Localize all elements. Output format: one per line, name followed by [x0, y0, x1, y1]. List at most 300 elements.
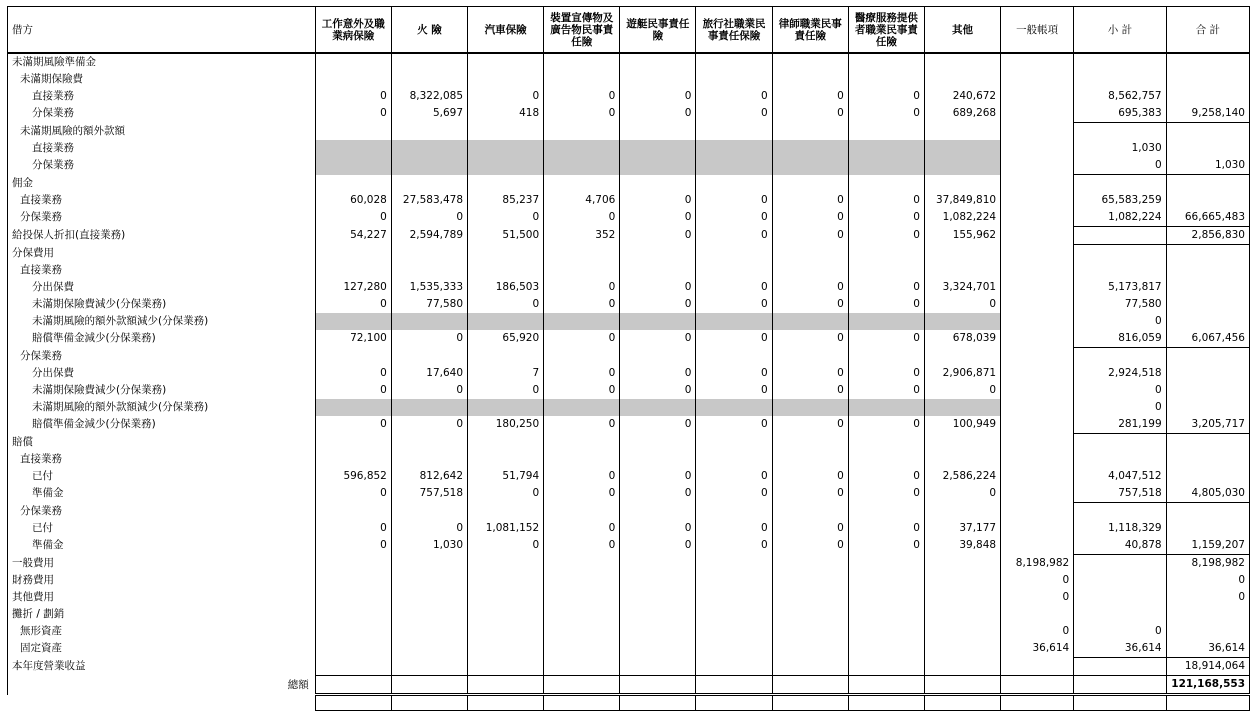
value-cell — [848, 245, 924, 263]
value-cell: 37,177 — [924, 520, 1000, 537]
value-cell: 1,082,224 — [924, 209, 1000, 227]
table-row — [8, 365, 1250, 382]
value-cell — [772, 434, 848, 452]
value-cell — [924, 399, 1000, 416]
closing-cell — [848, 695, 924, 711]
col-header-fire: 火 險 — [391, 7, 467, 54]
value-cell — [468, 245, 544, 263]
value-cell — [696, 71, 772, 88]
table-row — [8, 245, 1250, 263]
value-cell — [696, 606, 772, 623]
value-cell: 0 — [772, 382, 848, 399]
value-cell — [315, 262, 391, 279]
total-cell — [1166, 606, 1249, 623]
value-cell: 0 — [544, 279, 620, 296]
value-cell — [696, 572, 772, 589]
value-cell — [696, 262, 772, 279]
value-cell: 0 — [696, 227, 772, 245]
value-cell: 0 — [544, 330, 620, 348]
table-row — [8, 606, 1250, 623]
value-cell — [924, 555, 1000, 573]
row-label: 本年度營業收益 — [8, 658, 316, 676]
total-cell: 1,030 — [1166, 157, 1249, 175]
value-cell: 0 — [696, 209, 772, 227]
value-cell — [620, 623, 696, 640]
value-cell — [544, 623, 620, 640]
row-label: 未滿期保險費減少(分保業務) — [8, 382, 316, 399]
value-cell: 0 — [620, 330, 696, 348]
value-cell: 0 — [924, 485, 1000, 503]
expense-statement-sheet — [7, 6, 1250, 711]
value-cell: 0 — [772, 88, 848, 105]
row-label: 固定資產 — [8, 640, 316, 658]
value-cell: 0 — [468, 382, 544, 399]
value-cell — [544, 123, 620, 141]
value-cell — [468, 503, 544, 521]
value-cell — [772, 53, 848, 71]
total-cell: 6,067,456 — [1166, 330, 1249, 348]
value-cell — [696, 434, 772, 452]
general-account-cell — [1001, 53, 1074, 71]
general-account-cell: 0 — [1001, 623, 1074, 640]
value-cell — [924, 157, 1000, 175]
value-cell — [468, 640, 544, 658]
value-cell — [391, 123, 467, 141]
total-cell: 0 — [1166, 572, 1249, 589]
value-cell: 37,849,810 — [924, 192, 1000, 209]
value-cell: 0 — [391, 330, 467, 348]
value-cell — [924, 589, 1000, 606]
value-cell — [772, 572, 848, 589]
value-cell — [924, 123, 1000, 141]
value-cell — [924, 348, 1000, 366]
value-cell — [544, 313, 620, 330]
value-cell: 17,640 — [391, 365, 467, 382]
value-cell: 0 — [620, 105, 696, 123]
value-cell: 0 — [391, 209, 467, 227]
general-account-cell — [1001, 399, 1074, 416]
value-cell — [620, 140, 696, 157]
value-cell — [772, 262, 848, 279]
value-cell: 0 — [772, 227, 848, 245]
subtotal-cell — [1074, 503, 1166, 521]
value-cell: 0 — [544, 416, 620, 434]
value-cell — [848, 572, 924, 589]
value-cell: 54,227 — [315, 227, 391, 245]
general-account-cell — [1001, 485, 1074, 503]
value-cell — [391, 245, 467, 263]
value-cell — [620, 572, 696, 589]
value-cell — [544, 399, 620, 416]
value-cell — [315, 434, 391, 452]
table-row — [8, 640, 1250, 658]
value-cell — [315, 623, 391, 640]
total-cell — [1166, 123, 1249, 141]
value-cell — [848, 262, 924, 279]
value-cell — [544, 606, 620, 623]
value-cell — [544, 175, 620, 193]
value-cell — [468, 262, 544, 279]
value-cell: 0 — [544, 365, 620, 382]
value-cell — [391, 640, 467, 658]
total-cell-empty — [1074, 676, 1166, 695]
table-row — [8, 296, 1250, 313]
value-cell: 0 — [620, 520, 696, 537]
value-cell — [468, 53, 544, 71]
value-cell: 0 — [696, 296, 772, 313]
value-cell: 0 — [620, 296, 696, 313]
value-cell — [924, 451, 1000, 468]
subtotal-cell: 4,047,512 — [1074, 468, 1166, 485]
row-label: 直接業務 — [8, 140, 316, 157]
row-label: 無形資產 — [8, 623, 316, 640]
value-cell: 0 — [772, 192, 848, 209]
value-cell — [696, 123, 772, 141]
row-label: 直接業務 — [8, 262, 316, 279]
value-cell: 0 — [544, 296, 620, 313]
value-cell — [620, 262, 696, 279]
total-cell — [1166, 382, 1249, 399]
subtotal-cell: 695,383 — [1074, 105, 1166, 123]
col-header-other: 其他 — [924, 7, 1000, 54]
value-cell: 0 — [315, 416, 391, 434]
subtotal-cell: 36,614 — [1074, 640, 1166, 658]
value-cell — [620, 606, 696, 623]
value-cell — [315, 348, 391, 366]
value-cell: 51,500 — [468, 227, 544, 245]
value-cell: 0 — [315, 209, 391, 227]
value-cell — [620, 157, 696, 175]
table-row — [8, 313, 1250, 330]
value-cell: 0 — [848, 330, 924, 348]
value-cell: 0 — [848, 468, 924, 485]
table-row — [8, 520, 1250, 537]
table-row — [8, 279, 1250, 296]
value-cell — [772, 175, 848, 193]
value-cell — [391, 451, 467, 468]
row-label: 未滿期保險費 — [8, 71, 316, 88]
value-cell — [772, 313, 848, 330]
general-account-cell — [1001, 192, 1074, 209]
value-cell — [924, 140, 1000, 157]
value-cell: 65,920 — [468, 330, 544, 348]
value-cell — [696, 175, 772, 193]
value-cell: 0 — [315, 537, 391, 555]
value-cell — [315, 589, 391, 606]
total-cell — [1166, 451, 1249, 468]
row-label: 分保業務 — [8, 348, 316, 366]
value-cell — [772, 71, 848, 88]
value-cell — [620, 503, 696, 521]
total-cell: 36,614 — [1166, 640, 1249, 658]
value-cell: 0 — [620, 227, 696, 245]
total-cell: 4,805,030 — [1166, 485, 1249, 503]
closing-cell — [924, 695, 1000, 711]
total-cell: 66,665,483 — [1166, 209, 1249, 227]
table-row — [8, 555, 1250, 573]
value-cell — [848, 640, 924, 658]
value-cell — [848, 348, 924, 366]
table-row — [8, 503, 1250, 521]
row-label: 已付 — [8, 520, 316, 537]
value-cell — [468, 313, 544, 330]
total-cell — [1166, 365, 1249, 382]
value-cell — [924, 640, 1000, 658]
table-row — [8, 71, 1250, 88]
value-cell: 0 — [315, 382, 391, 399]
value-cell: 0 — [315, 105, 391, 123]
total-cell-empty — [924, 676, 1000, 695]
subtotal-cell — [1074, 348, 1166, 366]
value-cell: 0 — [696, 192, 772, 209]
value-cell — [848, 140, 924, 157]
table-row — [8, 88, 1250, 105]
general-account-cell — [1001, 658, 1074, 676]
value-cell — [468, 140, 544, 157]
subtotal-cell: 2,924,518 — [1074, 365, 1166, 382]
value-cell — [848, 606, 924, 623]
value-cell — [848, 123, 924, 141]
general-account-cell — [1001, 606, 1074, 623]
closing-cell — [391, 695, 467, 711]
value-cell: 0 — [772, 520, 848, 537]
row-label: 直接業務 — [8, 451, 316, 468]
value-cell: 0 — [696, 365, 772, 382]
subtotal-cell: 8,562,757 — [1074, 88, 1166, 105]
subtotal-cell — [1074, 658, 1166, 676]
value-cell: 0 — [544, 537, 620, 555]
row-label: 給投保人折扣(直接業務) — [8, 227, 316, 245]
value-cell: 72,100 — [315, 330, 391, 348]
value-cell: 757,518 — [391, 485, 467, 503]
general-account-cell — [1001, 434, 1074, 452]
value-cell: 0 — [468, 88, 544, 105]
value-cell: 0 — [620, 485, 696, 503]
value-cell: 0 — [620, 537, 696, 555]
closing-cell — [620, 695, 696, 711]
value-cell: 0 — [468, 485, 544, 503]
general-account-cell — [1001, 157, 1074, 175]
table-row — [8, 262, 1250, 279]
row-label: 分出保費 — [8, 279, 316, 296]
value-cell — [315, 175, 391, 193]
subtotal-cell — [1074, 589, 1166, 606]
value-cell: 0 — [620, 279, 696, 296]
value-cell: 0 — [696, 468, 772, 485]
general-account-cell — [1001, 105, 1074, 123]
subtotal-cell — [1074, 451, 1166, 468]
value-cell: 0 — [315, 88, 391, 105]
value-cell — [620, 175, 696, 193]
row-label: 其他費用 — [8, 589, 316, 606]
value-cell: 0 — [391, 520, 467, 537]
value-cell: 0 — [772, 330, 848, 348]
row-label: 已付 — [8, 468, 316, 485]
table-row — [8, 53, 1250, 71]
value-cell — [848, 503, 924, 521]
general-account-cell — [1001, 88, 1074, 105]
closing-cell — [544, 695, 620, 711]
value-cell: 0 — [848, 416, 924, 434]
value-cell — [772, 157, 848, 175]
table-row — [8, 105, 1250, 123]
value-cell: 1,030 — [391, 537, 467, 555]
total-cell — [1166, 279, 1249, 296]
col-header-general-account: 一般帳項 — [1001, 7, 1074, 54]
value-cell — [620, 348, 696, 366]
closing-row — [8, 695, 1250, 711]
value-cell — [848, 53, 924, 71]
value-cell: 0 — [468, 537, 544, 555]
value-cell — [468, 123, 544, 141]
total-cell — [1166, 296, 1249, 313]
value-cell: 0 — [696, 88, 772, 105]
general-account-cell — [1001, 468, 1074, 485]
subtotal-cell: 1,082,224 — [1074, 209, 1166, 227]
value-cell: 180,250 — [468, 416, 544, 434]
value-cell — [468, 399, 544, 416]
value-cell: 0 — [544, 88, 620, 105]
col-header-travel-agency-liability: 旅行社職業民事責任保險 — [696, 7, 772, 54]
value-cell: 0 — [620, 209, 696, 227]
total-cell: 1,159,207 — [1166, 537, 1249, 555]
value-cell: 0 — [315, 520, 391, 537]
general-account-cell: 0 — [1001, 572, 1074, 589]
value-cell — [468, 434, 544, 452]
value-cell — [391, 262, 467, 279]
closing-cell — [772, 695, 848, 711]
total-cell — [1166, 623, 1249, 640]
subtotal-cell — [1074, 434, 1166, 452]
row-label: 賠償準備金減少(分保業務) — [8, 330, 316, 348]
value-cell: 0 — [772, 209, 848, 227]
row-label: 準備金 — [8, 485, 316, 503]
subtotal-cell — [1074, 262, 1166, 279]
value-cell: 5,697 — [391, 105, 467, 123]
value-cell: 0 — [696, 382, 772, 399]
table-row — [8, 348, 1250, 366]
general-account-cell — [1001, 209, 1074, 227]
value-cell — [772, 606, 848, 623]
value-cell: 7 — [468, 365, 544, 382]
subtotal-cell: 0 — [1074, 399, 1166, 416]
table-row — [8, 623, 1250, 640]
value-cell — [696, 640, 772, 658]
subtotal-cell: 281,199 — [1074, 416, 1166, 434]
value-cell — [848, 658, 924, 676]
value-cell — [391, 53, 467, 71]
total-cell — [1166, 348, 1249, 366]
value-cell: 689,268 — [924, 105, 1000, 123]
value-cell: 0 — [696, 330, 772, 348]
value-cell: 4,706 — [544, 192, 620, 209]
value-cell: 0 — [848, 105, 924, 123]
value-cell — [772, 555, 848, 573]
subtotal-cell — [1074, 245, 1166, 263]
value-cell — [620, 245, 696, 263]
value-cell — [544, 555, 620, 573]
value-cell — [696, 623, 772, 640]
value-cell: 812,642 — [391, 468, 467, 485]
value-cell: 0 — [772, 279, 848, 296]
value-cell — [696, 589, 772, 606]
value-cell — [848, 157, 924, 175]
table-row — [8, 157, 1250, 175]
subtotal-cell — [1074, 175, 1166, 193]
value-cell: 3,324,701 — [924, 279, 1000, 296]
value-cell: 0 — [620, 382, 696, 399]
total-cell — [1166, 192, 1249, 209]
value-cell — [544, 451, 620, 468]
value-cell: 0 — [620, 468, 696, 485]
general-account-cell — [1001, 262, 1074, 279]
value-cell — [391, 589, 467, 606]
value-cell — [315, 140, 391, 157]
row-label: 財務費用 — [8, 572, 316, 589]
value-cell — [772, 245, 848, 263]
subtotal-cell: 0 — [1074, 313, 1166, 330]
value-cell — [924, 434, 1000, 452]
table-row — [8, 382, 1250, 399]
value-cell — [391, 175, 467, 193]
value-cell: 596,852 — [315, 468, 391, 485]
col-header-total: 合 計 — [1166, 7, 1249, 54]
value-cell: 0 — [696, 485, 772, 503]
value-cell: 0 — [544, 468, 620, 485]
value-cell: 155,962 — [924, 227, 1000, 245]
value-cell — [696, 157, 772, 175]
value-cell — [924, 623, 1000, 640]
table-row — [8, 468, 1250, 485]
value-cell: 2,586,224 — [924, 468, 1000, 485]
value-cell — [620, 53, 696, 71]
value-cell — [848, 589, 924, 606]
value-cell — [620, 399, 696, 416]
value-cell — [391, 434, 467, 452]
value-cell — [696, 451, 772, 468]
total-cell: 2,856,830 — [1166, 227, 1249, 245]
value-cell — [772, 503, 848, 521]
col-header-lawyer-liability: 律師職業民事責任險 — [772, 7, 848, 54]
value-cell: 1,081,152 — [468, 520, 544, 537]
value-cell — [544, 640, 620, 658]
subtotal-cell: 1,118,329 — [1074, 520, 1166, 537]
value-cell — [391, 623, 467, 640]
value-cell — [315, 245, 391, 263]
value-cell: 85,237 — [468, 192, 544, 209]
value-cell — [315, 572, 391, 589]
subtotal-cell: 40,878 — [1074, 537, 1166, 555]
subtotal-cell — [1074, 71, 1166, 88]
row-label: 分出保費 — [8, 365, 316, 382]
value-cell: 0 — [620, 88, 696, 105]
general-account-cell — [1001, 348, 1074, 366]
value-cell — [620, 434, 696, 452]
value-cell — [772, 658, 848, 676]
value-cell: 0 — [544, 382, 620, 399]
total-cell: 3,205,717 — [1166, 416, 1249, 434]
value-cell — [468, 451, 544, 468]
closing-cell — [8, 695, 316, 711]
value-cell: 0 — [848, 209, 924, 227]
closing-cell — [696, 695, 772, 711]
closing-cell — [1074, 695, 1166, 711]
value-cell — [468, 606, 544, 623]
total-cell — [1166, 313, 1249, 330]
col-header-motor: 汽車保險 — [468, 7, 544, 54]
value-cell: 0 — [620, 416, 696, 434]
value-cell: 0 — [848, 382, 924, 399]
